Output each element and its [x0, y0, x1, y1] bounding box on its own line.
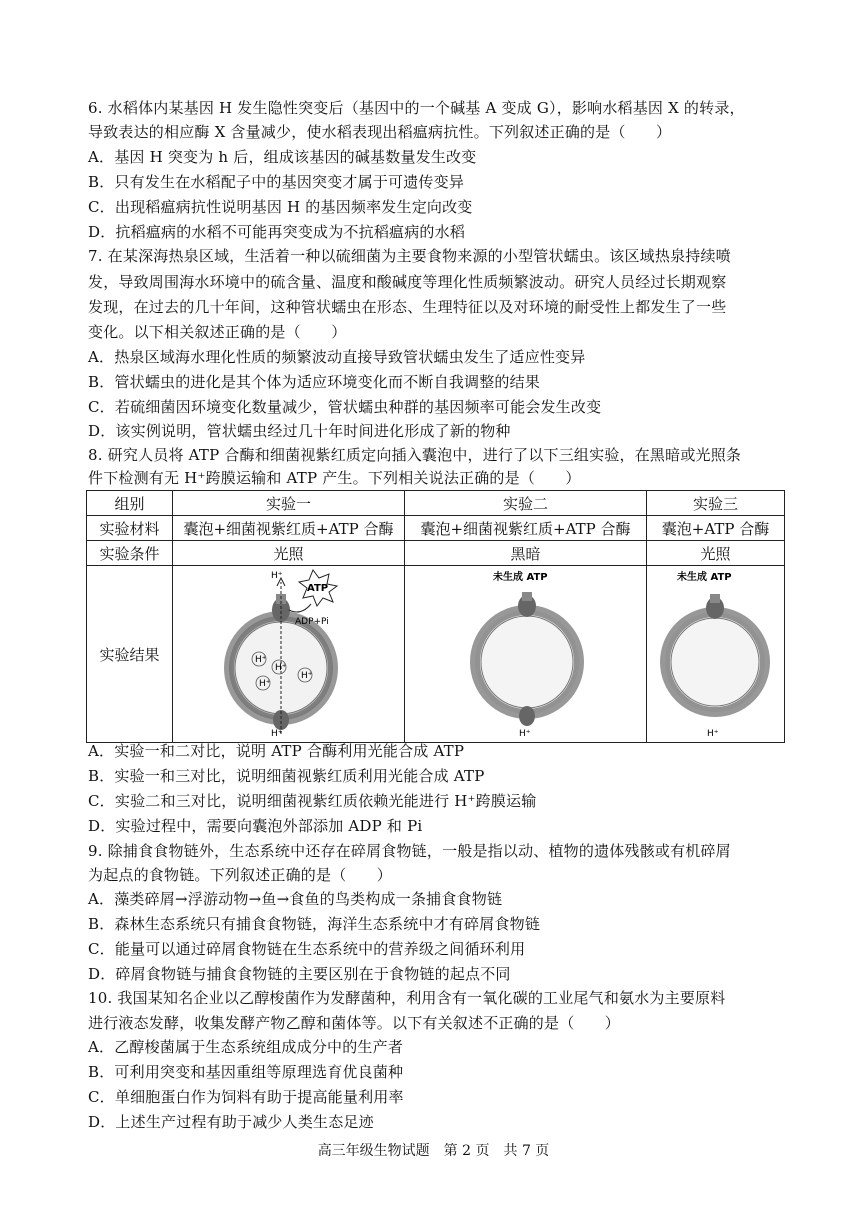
question-8-option-b: B．实验一和三对比，说明细菌视紫红质利用光能合成 ATP [88, 767, 485, 785]
result-label: 实验结果 [87, 566, 173, 743]
atp-synthase-head [710, 594, 720, 603]
question-10-line-2: 进行液态发酵，收集发酵产物乙醇和菌体等。以下有关叙述不正确的是（ ） [88, 1014, 621, 1032]
hplus-bottom-label: H⁺ [271, 729, 283, 738]
page-footer: 高三年级生物试题 第 2 页 共 7 页 [317, 1143, 550, 1159]
vesicle-lumen [481, 616, 573, 708]
question-7-option-d: D．该实例说明，管状蠕虫经过几十年时间进化形成了新的物种 [88, 422, 511, 440]
atp-synthase-head [522, 592, 532, 601]
adp-label: ADP+Pi [295, 617, 329, 627]
no-atp-note: 未生成 ATP [493, 572, 548, 583]
question-8-option-d: D．实验过程中，需要向囊泡外部添加 ADP 和 Pi [88, 817, 423, 835]
question-7-option-a: A．热泉区域海水理化性质的频繁波动直接导致管状蠕虫发生了适应性变异 [88, 348, 586, 366]
question-6-option-a: A．基因 H 突变为 h 后，组成该基因的碱基数量发生改变 [88, 148, 477, 166]
table-header-cell: 组别 [87, 491, 173, 516]
question-10-option-b: B．可利用突变和基因重组等原理选育优良菌种 [88, 1063, 404, 1081]
question-10-option-d: D．上述生产过程有助于减少人类生态足迹 [88, 1113, 374, 1131]
question-8-option-a: A．实验一和二对比，说明 ATP 合酶利用光能合成 ATP [88, 742, 465, 760]
atp-arrow-icon [289, 604, 311, 612]
table-header-cell: 实验三 [647, 491, 785, 516]
question-9-option-a: A．藻类碎屑→浮游动物→鱼→食鱼的鸟类构成一条捕食食物链 [88, 890, 503, 908]
table-row [87, 516, 785, 541]
table-row-results [87, 566, 785, 743]
question-8-option-c: C．实验二和三对比，说明细菌视紫红质依赖光能进行 H⁺跨膜运输 [88, 792, 537, 810]
hplus-inside-label: H⁺ [255, 655, 267, 665]
experiment-2-diagram [405, 566, 647, 743]
experiment-1-diagram [173, 566, 405, 743]
table-header-cell: 实验二 [405, 491, 647, 516]
question-8-line-1: 8. 研究人员将 ATP 合酶和细菌视紫红质定向插入囊泡中，进行了以下三组实验，在黑暗或光照条 [88, 446, 742, 464]
question-6-option-b: B．只有发生在水稻配子中的基因突变才属于可遗传变异 [88, 173, 465, 191]
question-7-line-3: 发现，在过去的几十年间，这种管状蠕虫在形态、生理特征以及对环境的耐受性上都发生了一些 [88, 298, 727, 316]
table-cell: 光照 [647, 541, 785, 566]
table-cell: 囊泡+细菌视紫红质+ATP 合酶 [405, 516, 647, 541]
hplus-bottom-label: H⁺ [707, 729, 719, 738]
question-7-line-1: 7. 在某深海热泉区域，生活着一种以硫细菌为主要食物来源的小型管状蠕虫。该区域热泉持续喷 [88, 247, 731, 265]
table-header-cell: 实验一 [173, 491, 405, 516]
table-cell: 囊泡+ATP 合酶 [647, 516, 785, 541]
question-9-option-b: B．森林生态系统只有捕食食物链，海洋生态系统中才有碎屑食物链 [88, 915, 541, 933]
table-header-row [87, 491, 785, 516]
question-9-line-1: 9. 除捕食食物链外，生态系统中还存在碎屑食物链，一般是指以动、植物的遗体残骸或有机碎屑 [88, 842, 731, 860]
hplus-top-label: H⁺ [271, 571, 283, 581]
question-7-line-4: 变化。以下相关叙述正确的是（ ） [88, 323, 347, 341]
question-6-option-c: C．出现稻瘟病抗性说明基因 H 的基因频率发生定向改变 [88, 198, 473, 216]
table-row [87, 541, 785, 566]
table-cell: 实验条件 [87, 541, 173, 566]
question-10-option-a: A．乙醇梭菌属于生态系统组成成分中的生产者 [88, 1038, 404, 1056]
question-6-line-2: 导致表达的相应酶 X 含量减少，使水稻表现出稻瘟病抗性。下列叙述正确的是（ ） [88, 123, 672, 141]
table-cell: 实验材料 [87, 516, 173, 541]
hplus-inside-label: H⁺ [275, 663, 287, 673]
question-9-line-2: 为起点的食物链。下列叙述正确的是（ ） [88, 866, 393, 884]
no-atp-note: 未生成 ATP [677, 572, 732, 583]
hplus-inside-label: H⁺ [259, 679, 271, 689]
vesicle-illustration-2 [405, 566, 647, 738]
table-cell: 光照 [173, 541, 405, 566]
vesicle-illustration-3 [647, 566, 785, 738]
atp-label: ATP [307, 583, 329, 594]
question-6-option-d: D．抗稻瘟病的水稻不可能再突变成为不抗稻瘟病的水稻 [88, 223, 466, 241]
hplus-inside-label: H⁺ [301, 671, 313, 681]
vesicle-lumen [671, 618, 759, 706]
question-8-line-2: 件下检测有无 H⁺跨膜运输和 ATP 产生。下列相关说法正确的是（ ） [88, 469, 581, 487]
vesicle-illustration-1 [173, 566, 405, 738]
question-7-option-c: C．若硫细菌因环境变化数量减少，管状蠕虫种群的基因频率可能会发生改变 [88, 398, 602, 416]
bacteriorhodopsin-icon [519, 706, 535, 726]
experiment-3-diagram [647, 566, 785, 743]
question-6-line-1: 6. 水稻体内某基因 H 发生隐性突变后（基因中的一个碱基 A 变成 G），影响水稻基因 X 的转录， [88, 99, 745, 117]
question-10-line-1: 10. 我国某知名企业以乙醇梭菌作为发酵菌种，利用含有一氧化碳的工业尾气和氨水为主要原料 [88, 989, 726, 1007]
question-9-option-c: C．能量可以通过碎屑食物链在生态系统中的营养级之间循环利用 [88, 940, 526, 958]
experiment-table [86, 490, 785, 743]
table-cell: 黑暗 [405, 541, 647, 566]
question-7-line-2: 发，导致周围海水环境中的硫含量、温度和酸碱度等理化性质频繁波动。研究人员经过长期观察 [88, 273, 727, 291]
hplus-bottom-label: H⁺ [519, 729, 531, 738]
table-cell: 囊泡+细菌视紫红质+ATP 合酶 [173, 516, 405, 541]
question-9-option-d: D．碎屑食物链与捕食食物链的主要区别在于食物链的起点不同 [88, 965, 511, 983]
question-10-option-c: C．单细胞蛋白作为饲料有助于提高能量利用率 [88, 1088, 404, 1106]
question-7-option-b: B．管状蠕虫的进化是其个体为适应环境变化而不断自我调整的结果 [88, 373, 541, 391]
